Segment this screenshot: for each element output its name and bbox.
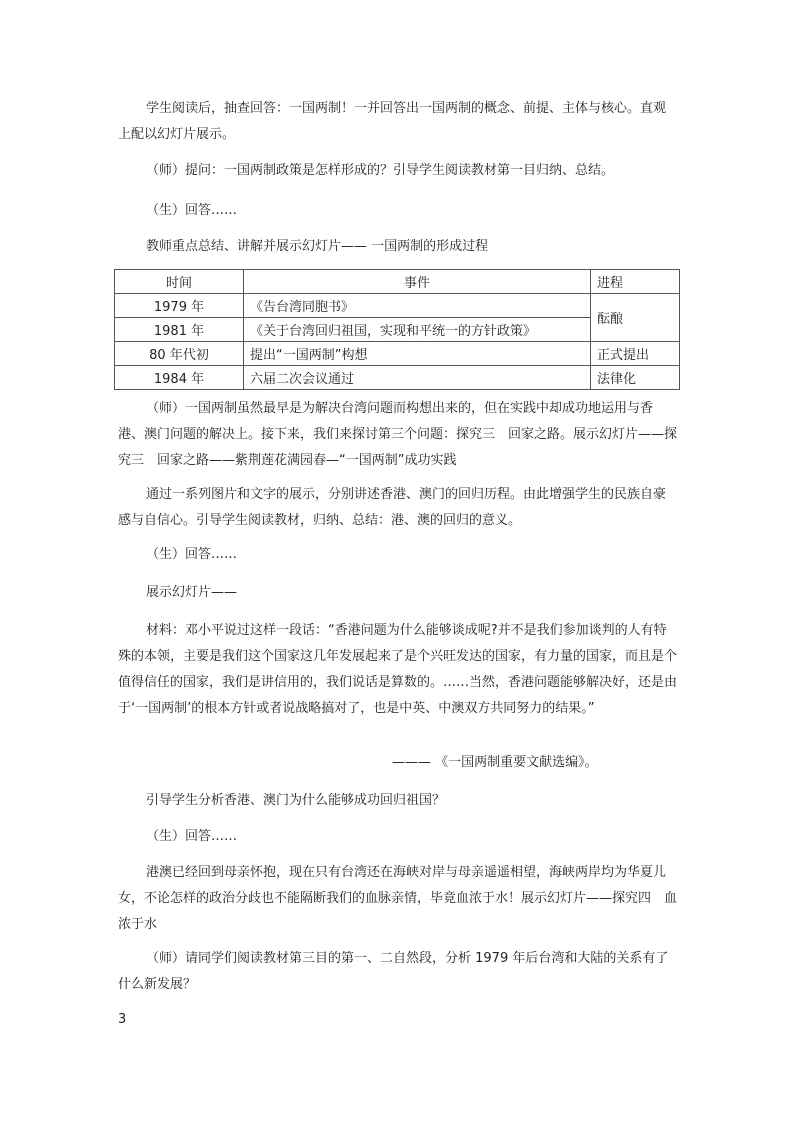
- formation-process-table: [114, 269, 680, 390]
- paragraph-student-reply: （生）回答……: [146, 203, 238, 218]
- paragraph-teacher-explore-three: （师）一国两制虽然最早是为解决台湾问题而构想出来的，但在实践中却成功地运用与香港、澳门问题的解决上。接下来，我们来探讨第三个问题：探究三 回家之路。展示幻灯片——探究三 回家之路——紫荆莲花满园春—“一国两制”成功实践: [118, 401, 678, 468]
- paragraph-hk-macau-return: 通过一系列图片和文字的展示，分别讲述香港、澳门的回归历程。由此增强学生的民族自豪感与自信心。引导学生阅读教材，归纳、总结：港、澳的回归的意义。: [118, 487, 667, 528]
- paragraph-blood-thicker-than-water: 港澳已经回到母亲怀抱，现在只有台湾还在海峡对岸与母亲遥遥相望，海峡两岸均为华夏儿女，不论怎样的政治分歧也不能隔断我们的血脉亲情，毕竟血浓于水！展示幻灯片——探究四 血浓于水: [118, 865, 678, 932]
- table-cell-progress: 酝酿: [591, 294, 680, 342]
- table-row: [115, 342, 680, 366]
- paragraph-student-reply: （生）回答……: [146, 829, 238, 844]
- table-cell-progress: 正式提出: [591, 342, 680, 366]
- table-row: [115, 294, 680, 318]
- table-cell-event: 六届二次会议通过: [244, 366, 591, 390]
- paragraph-teacher-question: （师）提问：一国两制政策是怎样形成的？引导学生阅读教材第一目归纳、总结。: [146, 163, 615, 178]
- page-number: 3: [118, 1012, 127, 1027]
- paragraph-guide-analysis: 引导学生分析香港、澳门为什么能够成功回归祖国？: [146, 793, 446, 808]
- paragraph-student-answer: 学生阅读后，抽查回答：一国两制！一并回答出一国两制的概念、前提、主体与核心。直观上配以幻灯片展示。: [118, 101, 667, 142]
- paragraph-teacher-summary: 教师重点总结、讲解并展示幻灯片—— 一国两制的形成过程: [146, 239, 489, 254]
- paragraph-show-slide: 展示幻灯片——: [146, 585, 238, 600]
- table-header-row: [115, 270, 680, 294]
- table-cell-time: 1984 年: [115, 366, 244, 390]
- table-header-progress: 进程: [591, 270, 680, 294]
- paragraph-teacher-read-section: （师）请同学们阅读教材第三目的第一、二自然段，分析 1979 年后台湾和大陆的关系有了什么新发展？: [118, 951, 669, 992]
- table-row: [115, 366, 680, 390]
- paragraph-student-reply: （生）回答……: [146, 547, 238, 562]
- table-cell-progress: 法律化: [591, 366, 680, 390]
- table-cell-event: 提出“一国两制”构想: [244, 342, 591, 366]
- table-header-time: 时间: [115, 270, 244, 294]
- table-cell-time: 80 年代初: [115, 342, 244, 366]
- table-cell-time: 1981 年: [115, 318, 244, 342]
- table-cell-event: 《关于台湾回归祖国，实现和平统一的方针政策》: [244, 318, 591, 342]
- quote-source: ——— 《一国两制重要文献选编》。: [392, 755, 598, 770]
- table-header-event: 事件: [244, 270, 591, 294]
- paragraph-deng-quote: 材料：邓小平说过这样一段话：“香港问题为什么能够谈成呢?并不是我们参加谈判的人有特殊的本领，主要是我们这个国家这几年发展起来了是个兴旺发达的国家，有力量的国家，而且是个值得信任的国家，我们是讲信用的，我们说话是算数的。……当然，香港问题能够解决好，还是由于‘一国两制’的根本方针或者说战略搞对了，也是中英、中澳双方共同努力的结果。”: [118, 623, 678, 716]
- table-cell-time: 1979 年: [115, 294, 244, 318]
- table-cell-event: 《告台湾同胞书》: [244, 294, 591, 318]
